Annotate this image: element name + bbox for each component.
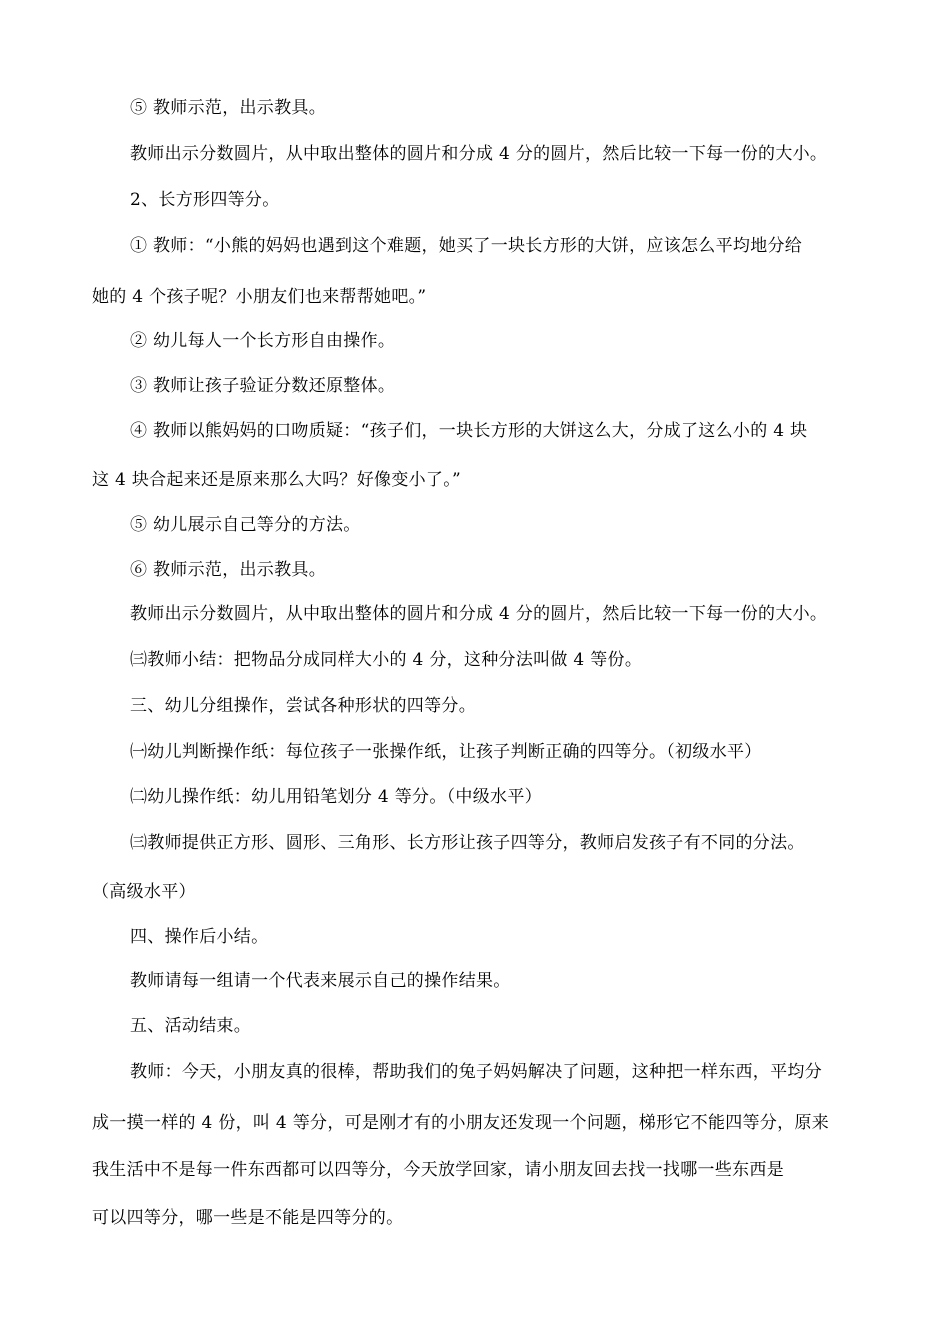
paragraph-line: ㈡幼儿操作纸：幼儿用铅笔划分 4 等分。（中级水平）	[130, 787, 542, 807]
paragraph-line: ④ 教师以熊妈妈的口吻质疑：“孩子们，一块长方形的大饼这么大，分成了这么小的 4 块	[130, 421, 808, 441]
paragraph-line: （高级水平）	[92, 882, 196, 902]
paragraph-line: 教师：今天，小朋友真的很棒，帮助我们的兔子妈妈解决了问题，这种把一样东西，平均分	[130, 1062, 822, 1082]
paragraph-line: 教师出示分数圆片，从中取出整体的圆片和分成 4 分的圆片，然后比较一下每一份的大小。	[130, 604, 828, 624]
section-heading: 三、幼儿分组操作，尝试各种形状的四等分。	[130, 696, 476, 716]
paragraph-line: 成一摸一样的 4 份，叫 4 等分，可是刚才有的小朋友还发现一个问题，梯形它不能四等分，原来	[92, 1113, 830, 1133]
paragraph-line: ② 幼儿每人一个长方形自由操作。	[130, 331, 396, 351]
paragraph-line: ㈢教师小结：把物品分成同样大小的 4 分，这种分法叫做 4 等份。	[130, 650, 643, 670]
section-heading: 五、活动结束。	[130, 1016, 252, 1036]
paragraph-line: 可以四等分，哪一些是不能是四等分的。	[92, 1208, 404, 1228]
paragraph-line: 我生活中不是每一件东西都可以四等分，今天放学回家，请小朋友回去找一找哪一些东西是	[92, 1160, 784, 1180]
paragraph-line: 她的 4 个孩子呢？小朋友们也来帮帮她吧。”	[92, 287, 427, 307]
paragraph-line: 教师请每一组请一个代表来展示自己的操作结果。	[130, 971, 511, 991]
paragraph-line: ㈢教师提供正方形、圆形、三角形、长方形让孩子四等分，教师启发孩子有不同的分法。	[130, 833, 805, 853]
paragraph-line: 这 4 块合起来还是原来那么大吗？好像变小了。”	[92, 470, 462, 490]
paragraph-line: ⑤ 教师示范，出示教具。	[130, 98, 327, 118]
paragraph-line: ① 教师：“小熊的妈妈也遇到这个难题，她买了一块长方形的大饼，应该怎么平均地分给	[130, 236, 803, 256]
section-heading: 四、操作后小结。	[130, 927, 269, 947]
paragraph-line: ⑤ 幼儿展示自己等分的方法。	[130, 515, 361, 535]
paragraph-line: ㈠幼儿判断操作纸：每位孩子一张操作纸，让孩子判断正确的四等分。（初级水平）	[130, 742, 762, 762]
section-heading: 2、长方形四等分。	[130, 190, 280, 210]
paragraph-line: ⑥ 教师示范，出示教具。	[130, 560, 327, 580]
paragraph-line: 教师出示分数圆片，从中取出整体的圆片和分成 4 分的圆片，然后比较一下每一份的大小。	[130, 144, 828, 164]
paragraph-line: ③ 教师让孩子验证分数还原整体。	[130, 376, 396, 396]
